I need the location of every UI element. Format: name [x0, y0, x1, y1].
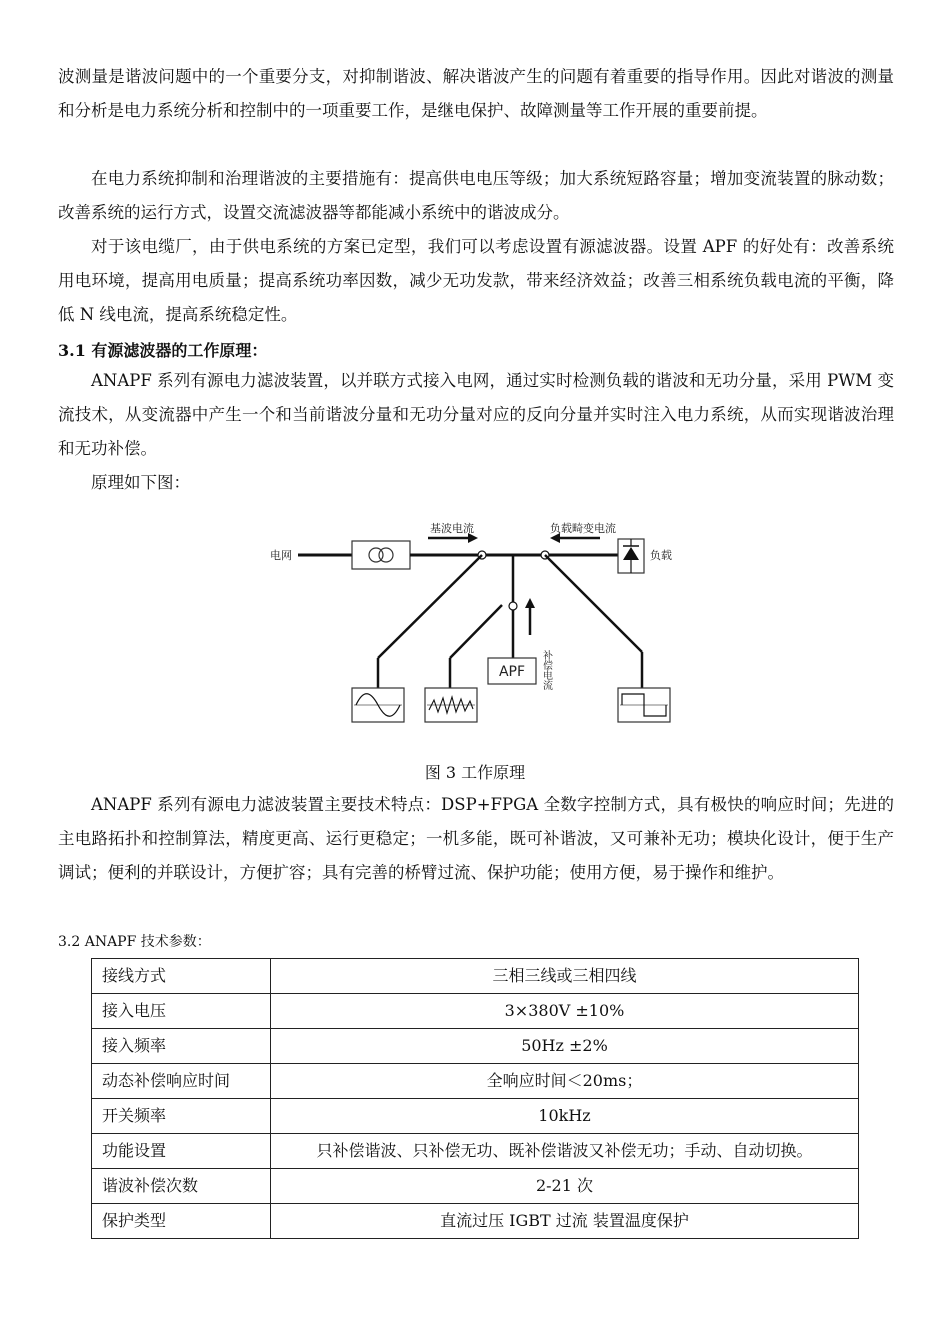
section-heading-3-2: 3.2 ANAPF 技术参数： — [58, 934, 211, 950]
param-value: 10kHz — [271, 1099, 859, 1134]
table-row — [92, 1204, 859, 1239]
table-row — [92, 1134, 859, 1169]
param-key: 保护类型 — [92, 1204, 271, 1239]
param-key: 接入频率 — [92, 1029, 271, 1064]
load-label: 负载 — [650, 549, 672, 562]
param-value: 三相三线或三相四线 — [271, 959, 859, 994]
table-row — [92, 1029, 859, 1064]
branch-left-inner — [450, 605, 502, 658]
current-sensor-apf — [509, 602, 517, 610]
parameters-table — [91, 958, 859, 1239]
paragraph-suppression-measures: 在电力系统抑制和治理谐波的主要措施有：提高供电电压等级；加大系统短路容量；增加变流装置的脉动数；改善系统的运行方式，设置交流滤波器等都能减小系统中的谐波成分。 — [58, 169, 894, 222]
paragraph-principle-lead: 原理如下图： — [91, 473, 190, 492]
table-row — [92, 994, 859, 1029]
table-row — [92, 1169, 859, 1204]
param-value: 只补偿谐波、只补偿无功、既补偿谐波又补偿无功；手动、自动切换。 — [271, 1134, 859, 1169]
section-heading-3-1: 3.1 有源滤波器的工作原理： — [58, 341, 268, 360]
table-row — [92, 1064, 859, 1099]
param-value: 直流过压 IGBT 过流 装置温度保护 — [271, 1204, 859, 1239]
load-distortion-current-label: 负载畸变电流 — [550, 522, 616, 535]
param-key: 谐波补偿次数 — [92, 1169, 271, 1204]
param-key: 功能设置 — [92, 1134, 271, 1169]
paragraph-technical-features: ANAPF 系列有源电力滤波装置主要技术特点：DSP+FPGA 全数字控制方式，具有极快的响应时间；先进的主电路拓扑和控制算法，精度更高、运行更稳定；一机多能，既可补谐波，又可兼补无功；模块化设计，便于生产调试；便利的并联设计，方便扩容；具有完善的桥臂过流、保护功能；使用方便，易于操作和维护。 — [58, 795, 894, 882]
paragraph-anapf-intro: ANAPF 系列有源电力滤波装置，以并联方式接入电网，通过实时检测负载的谐波和无功分量，采用 PWM 变流技术，从变流器中产生一个和当前谐波分量和无功分量对应的反向分量并实时注入电力系统，从而实现谐波治理和无功补偿。 — [58, 371, 894, 458]
table-row — [92, 1099, 859, 1134]
param-value: 50Hz ±2% — [271, 1029, 859, 1064]
param-key: 接入电压 — [92, 994, 271, 1029]
figure-caption: 图 3 工作原理 — [424, 763, 526, 782]
param-value: 全响应时间＜20ms； — [271, 1064, 859, 1099]
grid-label: 电网 — [270, 549, 292, 562]
apf-label: APF — [498, 664, 526, 680]
compensation-current-label: 补偿电流 — [540, 650, 552, 690]
working-principle-diagram — [260, 510, 690, 735]
param-key: 开关频率 — [92, 1099, 271, 1134]
transformer-box — [352, 541, 410, 569]
table-row — [92, 959, 859, 994]
param-key: 动态补偿响应时间 — [92, 1064, 271, 1099]
param-value: 3×380V ±10% — [271, 994, 859, 1029]
paragraph-apf-benefits: 对于该电缆厂，由于供电系统的方案已定型，我们可以考虑设置有源滤波器。设置 APF 的好处有：改善系统用电环境，提高用电质量；提高系统功率因数，减少无功发款，带来经济效益；改善三相系统负载电流的平衡，降低 N 线电流，提高系统稳定性。 — [58, 237, 894, 324]
fundamental-current-label: 基波电流 — [430, 522, 474, 535]
param-key: 接线方式 — [92, 959, 271, 994]
param-value: 2-21 次 — [271, 1169, 859, 1204]
paragraph-harmonic-measurement: 波测量是谐波问题中的一个重要分支，对抑制谐波、解决谐波产生的问题有着重要的指导作用。因此对谐波的测量和分析是电力系统分析和控制中的一项重要工作，是继电保护、故障测量等工作开展的重要前提。 — [58, 67, 894, 120]
